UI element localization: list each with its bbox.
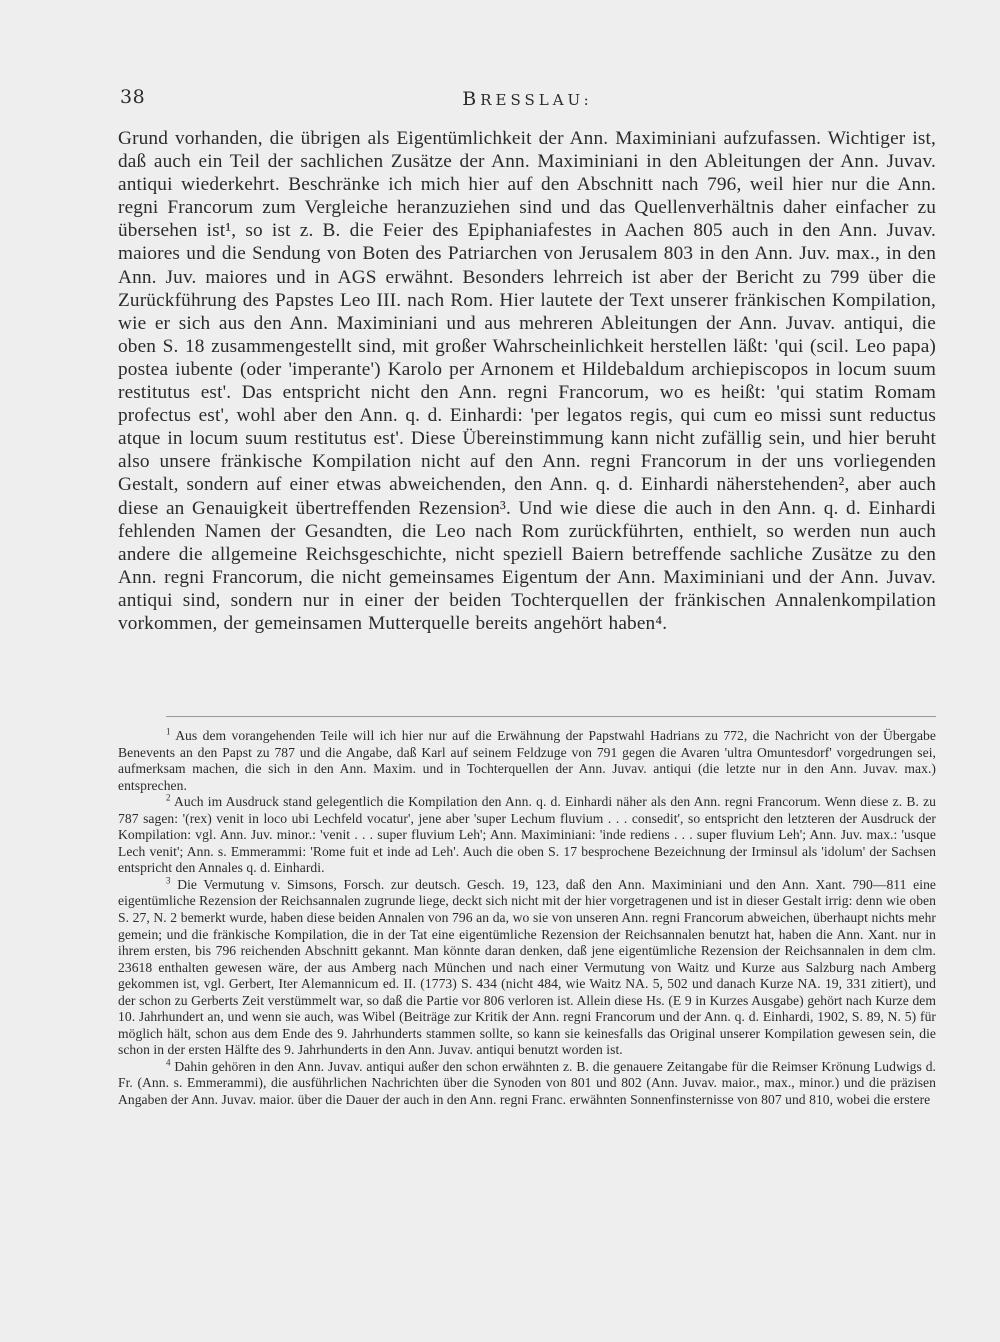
footnote-text: Auch im Ausdruck stand gelegentlich die Kompilation den Ann. q. d. Einhardi näher als den Ann. regni Francorum. Wenn diese z. B. zu 787 sagen: '(rex) venit in loco ubi Lechfeld vocatur', jene aber 'super Lechum fluvium . . . consedit', so entspricht den letzteren der Ausdruck der Kompilation: vgl. Ann. Juv. minor.: 'venit . . . super fluvium Leh'; Ann. Maximiniani: 'inde rediens . . . super fluvium Leh'; Ann. Juv. max.: 'usque Lech venit'; Ann. s. Emmerammi: 'Rome fuit et inde ad Leh'. Auch die oben S. 17 besprochene Bezeichnung der Irminsul als 'idolum' der Sachsen entspricht den Annales q. d. Einhardi. (118, 794, 936, 876)
running-title: BRESSLAU: (462, 88, 593, 110)
footnote-text: Aus dem vorangehenden Teile will ich hier nur auf die Erwähnung der Papstwahl Hadrians zu 772, die Nachricht von der Übergabe Benevents an den Papst zu 787 und die Angabe, daß Karl auf seinem Feldzuge von 791 gegen die Avaren 'ultra Omuntesdorf' vorgedrungen sei, aufmerksam machen, die sich in den Ann. Maxim. und in Tochterquellen der Ann. Juvav. antiqui (die letzte nur in den Ann. Juvav. max.) entsprechen. (118, 728, 936, 793)
footnote-1 (118, 728, 936, 794)
main-text (118, 127, 936, 635)
body-paragraph: Grund vorhanden, die übrigen als Eigentümlichkeit der Ann. Maximiniani aufzufassen. Wichtiger ist, daß auch ein Teil der sachlichen Zusätze der Ann. Maximiniani in den Ableitungen der Ann. Juvav. antiqui wiederkehrt. Beschränke ich mich hier auf den Abschnitt nach 796, weil hier nur die Ann. regni Francorum zum Vergleiche heranzuziehen sind und das Quellenverhältnis daher einfacher zu übersehen ist¹, so ist z. B. die Feier des Epiphaniafestes in Aachen 805 auch in den Ann. Juvav. maiores und die Sendung von Boten des Patriarchen von Jerusalem 803 in den Ann. Juv. max., in den Ann. Juv. maiores und in AGS erwähnt. Besonders lehrreich ist aber der Bericht zu 799 über die Zurückführung des Papstes Leo III. nach Rom. Hier lautete der Text unserer fränkischen Kompilation, wie er sich aus den Ann. Maximiniani und aus mehreren Ableitungen der Ann. Juvav. antiqui, die oben S. 18 zusammengestellt sind, mit großer Wahrscheinlichkeit herstellen läßt: 'qui (scil. Leo papa) postea iubente (oder 'imperante') Karolo per Arnonem et Hildebaldum archiepiscopos in locum suum restitutus est'. Das entspricht nicht den Ann. regni Francorum, wo es heißt: 'qui statim Romam profectus est', wohl aber den Ann. q. d. Einhardi: 'per legatos regis, qui cum eo missi sunt reductus atque in locum suum restitutus est'. Diese Übereinstimmung kann nicht zufällig sein, und hier beruht also unsere fränkische Kompilation nicht auf den Ann. regni Francorum in der uns vorliegenden Gestalt, sondern auf einer etwas abweichenden, den Ann. q. d. Einhardi näherstehenden², aber auch diese an Genauigkeit übertreffenden Rezension³. Und wie diese die auch in den Ann. q. d. Einhardi fehlenden Namen der Gesandten, die Leo nach Rom zurückführten, enthielt, so werden nun auch andere die allgemeine Reichsgeschichte, nicht speziell Baiern betreffende sachliche Zusätze zu den Ann. regni Francorum, die nicht gemeinsames Eigentum der Ann. Maximiniani und der Ann. Juvav. antiqui sind, sondern nur in einer der beiden Tochterquellen der fränkischen Annalenkompilation vorkommen, der gemeinsamen Mutterquelle bereits angehört haben⁴. (118, 128, 936, 634)
footnote-mark: 2 (166, 792, 171, 803)
footnote-mark: 3 (166, 875, 171, 886)
page-number: 38 (120, 86, 146, 108)
footnote-3 (118, 877, 936, 1059)
footnote-2 (118, 794, 936, 877)
footnote-mark: 4 (166, 1057, 171, 1068)
running-head (120, 86, 935, 116)
footnote-4 (118, 1059, 936, 1109)
footnote-mark: 1 (166, 726, 171, 737)
footnotes (118, 728, 936, 1109)
footnote-text: Dahin gehören in den Ann. Juvav. antiqui außer den schon erwähnten z. B. die genauere Zeitangabe für die Reimser Krönung Ludwigs d. Fr. (Ann. s. Emmerammi), die ausführlichen Nachrichten über die Synoden von 801 und 802 (Ann. Juvav. maior., max., minor.) und die präzisen Angaben der Ann. Juvav. maior. über die Dauer der auch in den Ann. regni Franc. erwähnten Sonnenfinsternisse von 807 und 810, wobei die erstere (118, 1058, 936, 1108)
footnote-separator (166, 716, 936, 717)
footnote-text: Die Vermutung v. Simsons, Forsch. zur deutsch. Gesch. 19, 123, daß den Ann. Maximiniani und den Ann. Xant. 790—811 eine eigentümliche Rezension der Reichsannalen zugrunde liege, deckt sich nicht mit der hier vorgetragenen und ist in dieser Gestalt irrig: denn wie oben S. 27, N. 2 bemerkt wurde, haben diese beiden Annalen von 796 an da, wo sie von unseren Ann. regni Francorum abweichen, überhaupt nichts mehr gemein; und die fränkische Kompilation, die in der Tat eine eigentümliche Rezension der Reichsannalen benutzt hat, haben die Ann. Xant. nur in ihrem ersten, bis 796 reichenden Abschnitt gekannt. Man könnte daran denken, daß jene eigentümliche Rezension der Reichsannalen in dem clm. 23618 enthalten gewesen wäre, der aus Amberg nach München und nach einer Vermutung von Waitz und Kurze aus Salzburg nach Amberg gekommen ist, vgl. Gerbert, Iter Alemannicum ed. II. (1773) S. 434 (nicht 484, wie Waitz NA. 5, 502 und danach Kurze NA. 19, 331 zitiert), und der schon zu Gerberts Zeit verstümmelt war, so daß die Partie vor 806 verloren ist. Allein diese Hs. (E 9 in Kurzes Ausgabe) gehört nach Kurze dem 10. Jahrhundert an, und wenn sie auch, was Wibel (Beiträge zur Kritik der Ann. regni Francorum und der Ann. q. d. Einhardi, 1902, S. 89, N. 5) für möglich hält, schon aus dem Ende des 9. Jahrhunderts stammen sollte, so kann sie keinesfalls das Original unserer Kompilation gewesen sein, die schon in der ersten Hälfte des 9. Jahrhunderts in den Ann. Juvav. antiqui benutzt worden ist. (118, 876, 936, 1058)
